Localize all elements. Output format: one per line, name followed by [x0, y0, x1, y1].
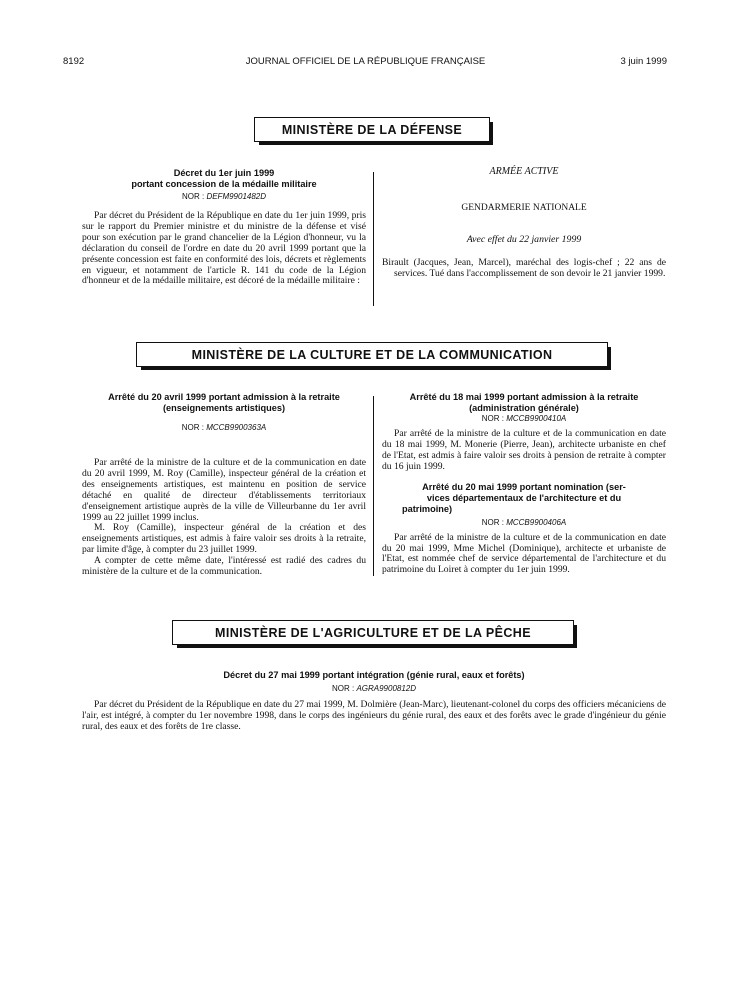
agriculture-decree: [82, 670, 666, 733]
arrete-nomination-body: Par arrêté de la ministre de la culture et de la communication en date du 20 mai 1999, Mme Michel (Dominique), architecte et urbaniste de l'Etat, est nommée chef de service départemental de l'architecture et du patrimoine du Loiret à compter du 1er juin 1999.: [382, 531, 666, 576]
ministry-agriculture-box: [172, 620, 574, 645]
ministry-culture-box: [136, 342, 608, 367]
nor-label: NOR :: [181, 192, 205, 201]
column-divider: [373, 396, 374, 576]
arrete-title-line1: Arrêté du 20 avril 1999 portant admission à la retraite: [108, 392, 340, 402]
recipient-entry: Birault (Jacques, Jean, Marcel), maréchal des logis-chef ; 22 ans de services. Tué dans l'accomplissement de son devoir le 21 janvier 1999.: [382, 257, 666, 279]
decree-title: Décret du 27 mai 1999 portant intégration (génie rural, eaux et forêts): [223, 670, 525, 680]
nor-line: [82, 423, 366, 432]
nor-code: AGRA9900812D: [356, 684, 417, 693]
journal-title: JOURNAL OFFICIEL DE LA RÉPUBLIQUE FRANÇAISE: [245, 56, 486, 67]
arrete-title-line1: Arrêté du 20 mai 1999 portant nomination (ser-: [422, 481, 626, 492]
culture-arrete-retraite-artistique: [82, 392, 366, 578]
nor-label: NOR :: [331, 684, 355, 693]
arrete-nomination-title: [382, 482, 666, 515]
ministry-defense-title: MINISTÈRE DE LA DÉFENSE: [281, 122, 463, 137]
nor-code: MCCB9900406A: [506, 517, 567, 527]
defense-right-column: [382, 166, 666, 280]
nor-line: [382, 414, 666, 423]
nor-label: NOR :: [481, 517, 504, 527]
nor-line: [382, 518, 666, 527]
nor-label: NOR :: [181, 423, 204, 432]
decree-title-line2: portant concession de la médaille militaire: [131, 179, 317, 189]
arrete-title-line2: (administration générale): [469, 403, 579, 413]
culture-arrete-retraite-admin: [382, 392, 666, 576]
arrete-title-line3: patrimoine): [402, 503, 453, 514]
arrete-title-line2: vices départementaux de l'architecture et du: [426, 492, 622, 503]
nor-line: [82, 192, 366, 201]
arrete-body: Par arrêté de la ministre de la culture et de la communication en date du 18 mai 1999, M. Monerie (Pierre, Jean), architecte urbaniste en chef de l'Etat, est admis à faire valoir ses droits à pension de retraite à compter du 16 juin 1999.: [382, 428, 666, 472]
page-number: 8192: [63, 56, 85, 67]
nor-code: DEFM9901482D: [206, 192, 267, 201]
arrete-title-line1: Arrêté du 18 mai 1999 portant admission à la retraite: [409, 392, 639, 402]
heading-armee-active: ARMÉE ACTIVE: [489, 166, 559, 177]
arrete-title: [382, 392, 666, 414]
decree-title-line1: Décret du 1er juin 1999: [173, 168, 275, 178]
arrete-paragraph-1: Par arrêté de la ministre de la culture et de la communication en date du 20 avril 1999, M. Roy (Camille), inspecteur général de la création et des enseignements artistiques, est maintenu en position de service détaché en qualité de directeur d'établissements territoriaux d'enseignement artistique auprès de la ville de Villeurbanne du 1er avril 1999 au 22 juillet 1999 inclus.: [82, 457, 366, 523]
ministry-defense-box: [254, 117, 490, 142]
nor-code: MCCB9900410A: [506, 414, 567, 423]
issue-date: 3 juin 1999: [620, 56, 667, 67]
nor-label: NOR :: [481, 414, 504, 423]
arrete-paragraph-3: A compter de cette même date, l'intéressé est radié des cadres du ministère de la culture et de la communication.: [82, 555, 366, 578]
decree-body: Par décret du Président de la République en date du 1er juin 1999, pris sur le rapport du Premier ministre et du ministre de la défense et visé pour son exécution par le grand chancelier de la Légion d'honneur, vu la déclaration du conseil de l'ordre en date du 20 avril 1999 portant que la présente concession est faite en conformité des lois, décrets et règlements en vigueur, et notamment de l'article R. 141 du code de la Légion d'honneur et de la médaille militaire, est décoré de la médaille militaire :: [82, 210, 366, 287]
nor-code: MCCB9900363A: [206, 423, 267, 432]
decree-body: Par décret du Président de la République en date du 27 mai 1999, M. Dolmière (Jean-Marc), lieutenant-colonel du corps des officiers mécaniciens de l'air, est intégré, à compter du 1er novembre 1998, dans le corps des ingénieurs du génie rural, des eaux et des forêts avec le grade d'ingénieur du génie rural, des eaux et des forêts de 1re classe.: [82, 699, 666, 732]
effect-date: Avec effet du 22 janvier 1999: [466, 234, 582, 245]
ministry-culture-title: MINISTÈRE DE LA CULTURE ET DE LA COMMUNICATION: [191, 347, 553, 362]
column-divider: [373, 172, 374, 306]
arrete-title: [82, 392, 366, 414]
heading-gendarmerie: GENDARMERIE NATIONALE: [461, 203, 587, 213]
arrete-title-line2: (enseignements artistiques): [162, 403, 286, 413]
nor-line: [82, 684, 666, 693]
defense-decree: [82, 168, 366, 287]
decree-title: [82, 168, 366, 190]
ministry-agriculture-title: MINISTÈRE DE L'AGRICULTURE ET DE LA PÊCHE: [215, 625, 531, 640]
arrete-paragraph-2: M. Roy (Camille), inspecteur général de la création et des enseignements artistiques, est admis à faire valoir ses droits à la retraite, par limite d'âge, à compter du 23 juillet 1999.: [82, 522, 366, 556]
